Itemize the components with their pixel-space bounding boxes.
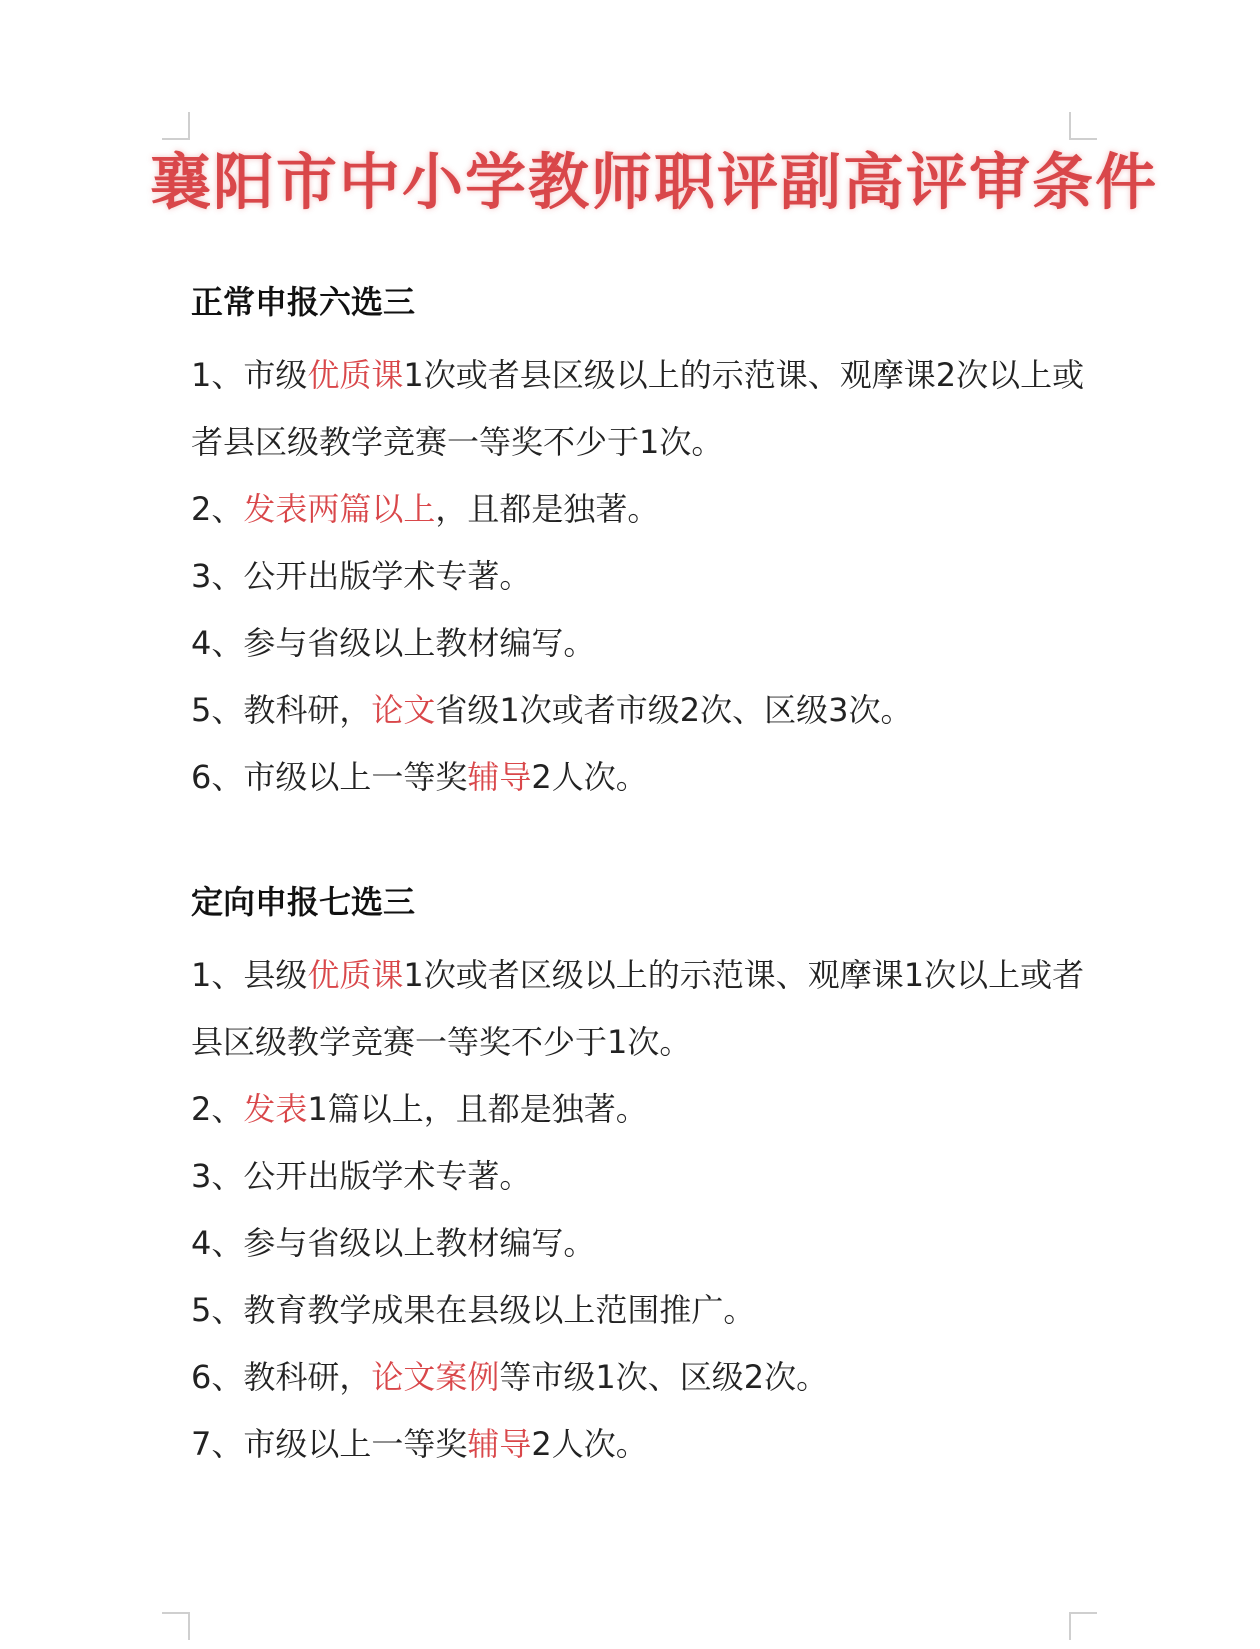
item-text: 1次或者县区级以上的示范课、观摩课2次以上或者县区级教学竞赛一等奖不少于1次。 [191, 356, 1085, 461]
item-text: 6、教科研， [191, 1358, 372, 1396]
corner-mark-bottom-left [162, 1612, 190, 1640]
section-heading: 正常申报六选三 [191, 283, 416, 321]
highlighted-text: 优质课 [307, 356, 404, 394]
item-text: 1次或者区级以上的示范课、观摩课1次以上或者县区级教学竞赛一等奖不少于1次。 [191, 956, 1085, 1061]
list-item [191, 677, 1091, 744]
highlighted-text: 发表 [243, 1090, 308, 1128]
list-item [191, 942, 1091, 1076]
highlighted-text: 辅导 [467, 1425, 532, 1463]
list-item [191, 1411, 1091, 1478]
highlighted-text: 发表两篇以上 [243, 490, 436, 528]
item-text: 2、 [191, 1090, 244, 1128]
item-text: 4、参与省级以上教材编写。 [191, 624, 596, 662]
item-text: 等市级1次、区级2次。 [499, 1358, 829, 1396]
corner-mark-bottom-right [1069, 1612, 1097, 1640]
list-item [191, 1277, 1091, 1344]
item-text: 3、公开出版学术专著。 [191, 1157, 532, 1195]
section-normal-application [191, 278, 1091, 811]
highlighted-text: 辅导 [467, 758, 532, 796]
item-text: ，且都是独著。 [435, 490, 660, 528]
item-text: 5、教科研， [191, 691, 372, 729]
list-item [191, 476, 1091, 543]
list-item [191, 1344, 1091, 1411]
list-item [191, 543, 1091, 610]
highlighted-text: 论文 [371, 691, 436, 729]
item-text: 1、县级 [191, 956, 308, 994]
corner-mark-top-right [1069, 112, 1097, 140]
list-item [191, 610, 1091, 677]
item-text: 2人次。 [531, 758, 648, 796]
item-text: 1、市级 [191, 356, 308, 394]
section-heading: 定向申报七选三 [191, 883, 416, 921]
item-text: 6、市级以上一等奖 [191, 758, 468, 796]
section-directed-application [191, 878, 1091, 1478]
item-text: 5、教育教学成果在县级以上范围推广。 [191, 1291, 756, 1329]
highlighted-text: 论文案例 [371, 1358, 500, 1396]
list-item [191, 1076, 1091, 1143]
highlighted-text: 优质课 [307, 956, 404, 994]
item-text: 2、 [191, 490, 244, 528]
item-text: 2人次。 [531, 1425, 648, 1463]
item-text: 7、市级以上一等奖 [191, 1425, 468, 1463]
list-item [191, 1143, 1091, 1210]
item-text: 省级1次或者市级2次、区级3次。 [435, 691, 913, 729]
list-item [191, 1210, 1091, 1277]
item-text: 4、参与省级以上教材编写。 [191, 1224, 596, 1262]
item-text: 1篇以上，且都是独著。 [307, 1090, 648, 1128]
document-title: 襄阳市中小学教师职评副高评审条件 [150, 147, 1159, 218]
item-text: 3、公开出版学术专著。 [191, 557, 532, 595]
corner-mark-top-left [162, 112, 190, 140]
list-item [191, 342, 1091, 476]
list-item [191, 744, 1091, 811]
